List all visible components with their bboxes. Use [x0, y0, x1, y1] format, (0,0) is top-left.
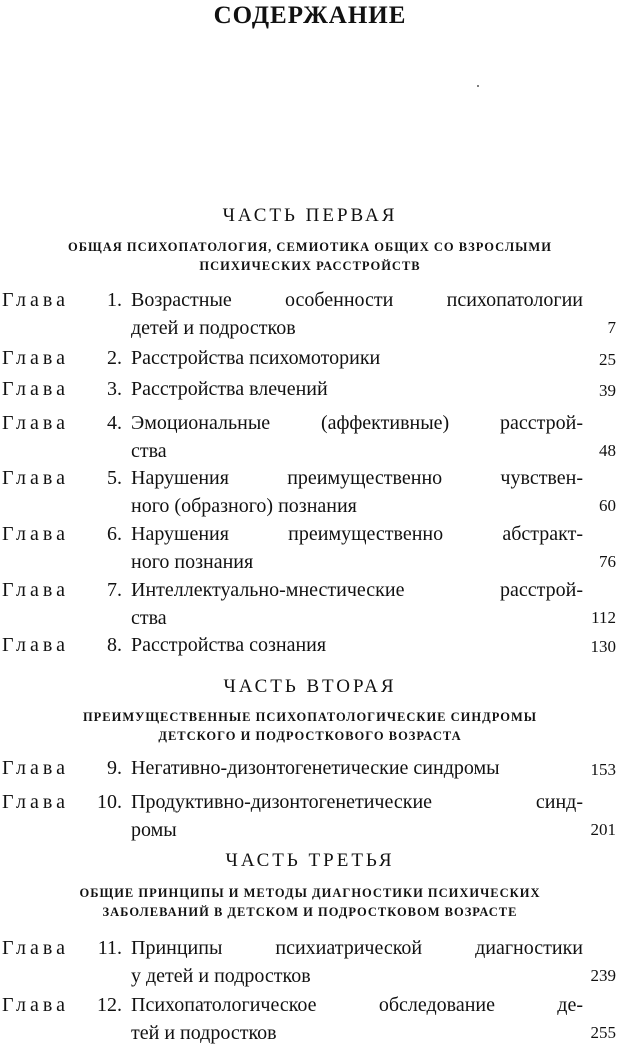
part-subtitle-line: ЗАБОЛЕВАНИЙ В ДЕТСКОМ И ПОДРОСТКОВОМ ВОЗРАСТЕ	[102, 905, 518, 919]
part-subtitle-line: ОБЩИЕ ПРИНЦИПЫ И МЕТОДЫ ДИАГНОСТИКИ ПСИХИЧЕСКИХ	[79, 886, 541, 900]
part-label: ЧАСТЬ ВТОРАЯ	[223, 676, 397, 697]
part-subtitle-line: ПСИХИЧЕСКИХ РАССТРОЙСТВ	[199, 259, 421, 273]
chapter-glava: Глава	[2, 523, 69, 545]
chapter-page-number: 25	[599, 350, 616, 369]
chapter-glava: Глава	[2, 791, 69, 813]
chapter-title-line: ства	[131, 440, 167, 462]
chapter-page-number: 130	[590, 637, 616, 656]
chapter-title-line: Психопатологическое обследование де-	[131, 994, 583, 1016]
part-subtitle-line: ОБЩАЯ ПСИХОПАТОЛОГИЯ, СЕМИОТИКА ОБЩИХ СО ВЗРОСЛЫМИ	[68, 240, 552, 254]
chapter-glava: Глава	[2, 412, 69, 434]
part-label: ЧАСТЬ ПЕРВАЯ	[222, 205, 398, 226]
chapter-title-line: Возрастные особенности психопатологии	[131, 289, 583, 311]
chapter-glava: Глава	[2, 937, 69, 959]
chapter-page-number: 255	[590, 1023, 616, 1042]
chapter-number: 4.	[107, 412, 122, 434]
chapter-title-line: ного познания	[131, 551, 254, 573]
chapter-glava: Глава	[2, 378, 69, 400]
chapter-number: 11.	[97, 937, 122, 959]
chapter-glava: Глава	[2, 289, 69, 311]
chapter-page-number: 7	[607, 318, 616, 337]
chapter-title-line: Расстройства психомоторики	[131, 347, 381, 369]
chapter-page-number: 201	[590, 820, 616, 839]
chapter-title-line: Расстройства влечений	[131, 378, 328, 400]
chapter-number: 5.	[107, 467, 122, 489]
chapter-number: 10.	[97, 791, 122, 813]
part-label: ЧАСТЬ ТРЕТЬЯ	[225, 850, 395, 871]
speck	[477, 85, 479, 87]
chapter-page-number: 48	[599, 441, 616, 460]
chapter-glava: Глава	[2, 579, 69, 601]
chapter-number: 1.	[107, 289, 122, 311]
chapter-number: 8.	[107, 634, 122, 656]
chapter-glava: Глава	[2, 634, 69, 656]
chapter-title-line: Нарушения преимущественно абстракт-	[131, 523, 583, 545]
part-subtitle-line: ДЕТСКОГО И ПОДРОСТКОВОГО ВОЗРАСТА	[158, 729, 462, 743]
chapter-number: 12.	[97, 994, 122, 1016]
chapter-number: 7.	[107, 579, 122, 601]
part-subtitle-line: ПРЕИМУЩЕСТВЕННЫЕ ПСИХОПАТОЛОГИЧЕСКИЕ СИНДРОМЫ	[82, 710, 538, 724]
chapter-glava: Глава	[2, 467, 69, 489]
chapter-glava: Глава	[2, 994, 69, 1016]
chapter-title-line: тей и подростков	[131, 1022, 277, 1044]
chapter-title-line: Расстройства сознания	[131, 634, 327, 656]
chapter-number: 3.	[107, 378, 122, 400]
chapter-page-number: 60	[599, 496, 616, 515]
chapter-title-line: Эмоциональные (аффективные) расстрой-	[131, 412, 583, 434]
chapter-title-line: Нарушения преимущественно чувствен-	[131, 467, 583, 489]
chapter-page-number: 76	[599, 552, 616, 571]
chapter-title-line: ромы	[131, 819, 177, 841]
chapter-title-line: Продуктивно-дизонтогенетические синд-	[131, 791, 583, 813]
page-title: СОДЕРЖАНИЕ	[213, 2, 407, 29]
chapter-title-line: ного (образного) познания	[131, 495, 357, 517]
chapter-number: 9.	[107, 757, 122, 779]
chapter-title-line: детей и подростков	[131, 317, 296, 339]
chapter-page-number: 239	[590, 966, 616, 985]
chapter-glava: Глава	[2, 347, 69, 369]
chapter-page-number: 112	[591, 608, 616, 627]
chapter-title-line: у детей и подростков	[131, 965, 311, 987]
chapter-title-line: ства	[131, 607, 167, 629]
chapter-glava: Глава	[2, 757, 69, 779]
chapter-number: 2.	[107, 347, 122, 369]
chapter-title-line: Негативно-дизонтогенетические синдромы	[131, 757, 500, 779]
chapter-title-line: Принципы психиатрической диагностики	[131, 937, 583, 959]
chapter-number: 6.	[107, 523, 122, 545]
chapter-page-number: 39	[599, 381, 616, 400]
chapter-page-number: 153	[590, 760, 616, 779]
chapter-title-line: Интеллектуально-мнестические расстрой-	[131, 579, 583, 601]
